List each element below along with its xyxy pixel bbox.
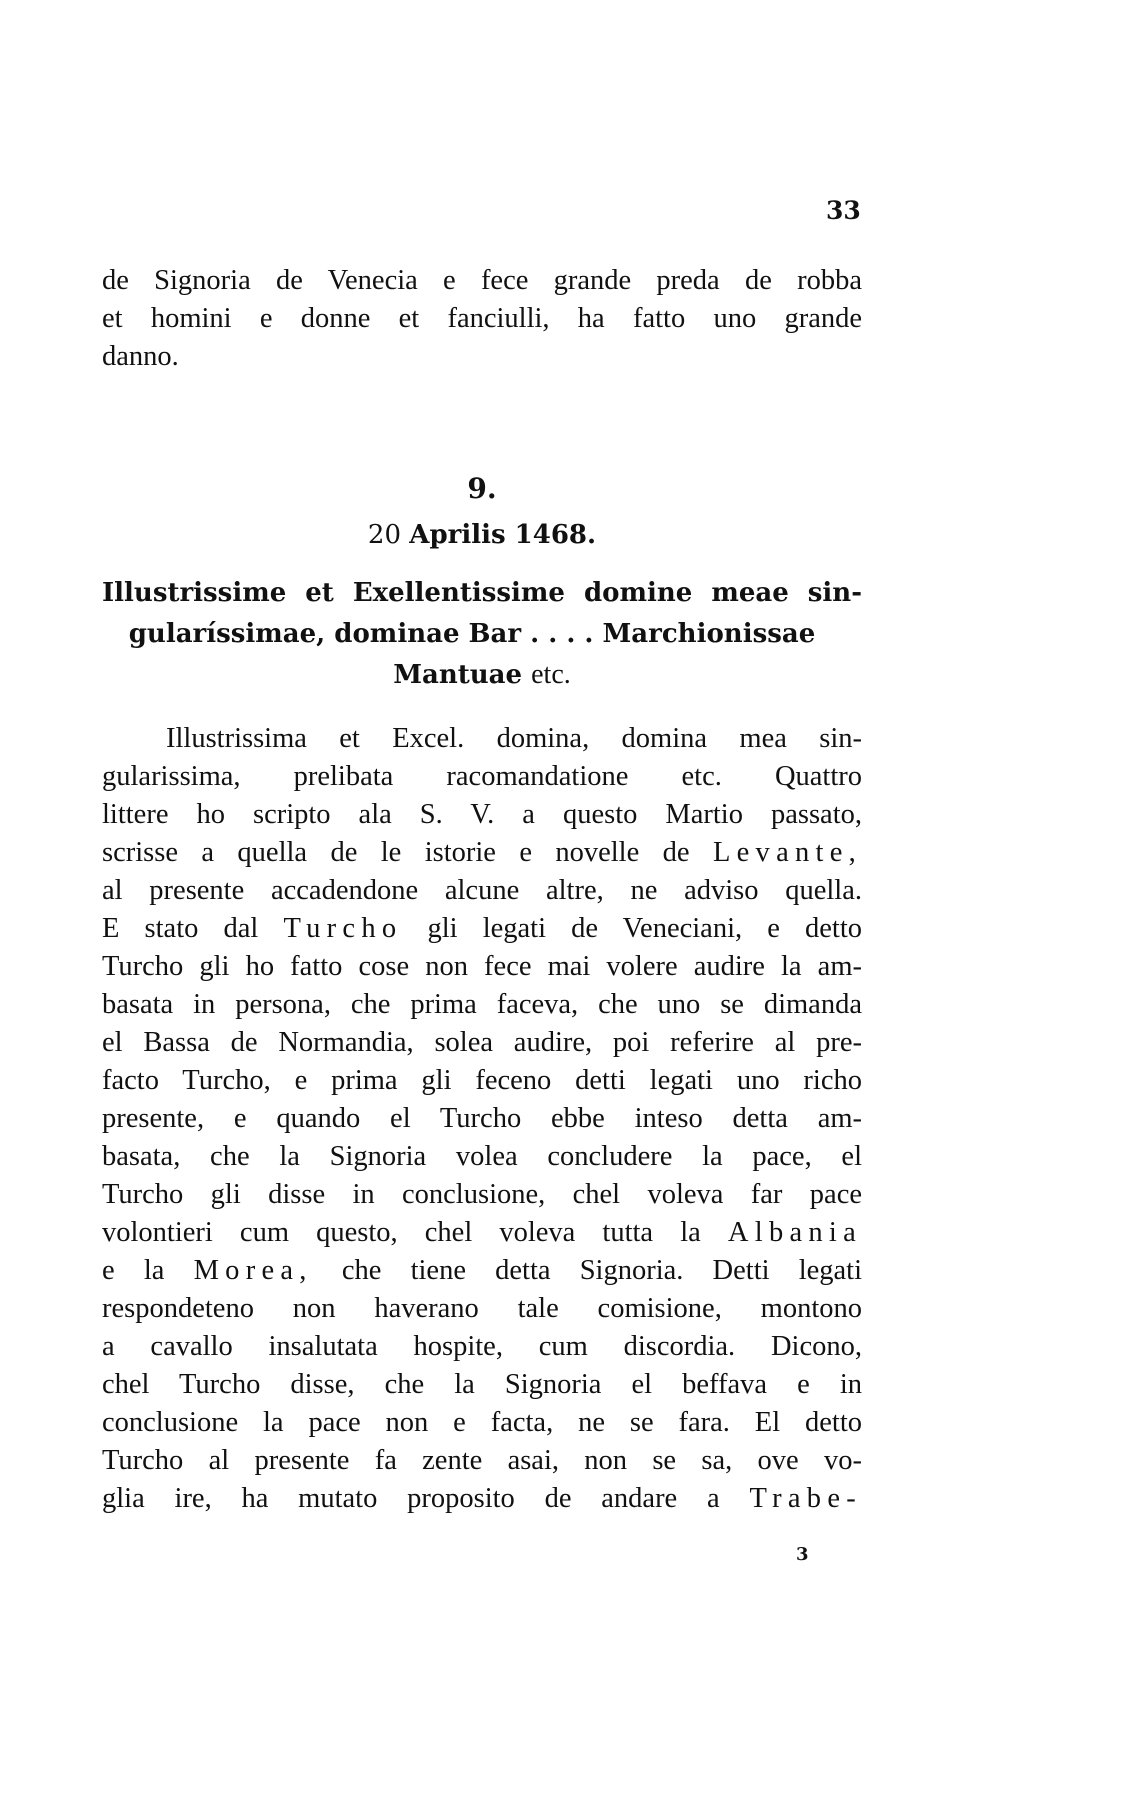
body-line-6 xyxy=(102,910,862,948)
intro-line-1: de Signoria de Venecia e fece grande preda de robba xyxy=(102,265,862,296)
body-line-6-tail: gli legati de Veneciani, e detto xyxy=(427,913,862,944)
body-line-8: basata in persona, che prima faceva, che uno se dimanda xyxy=(102,989,862,1020)
body-word-trabe: Trabe- xyxy=(749,1483,862,1514)
entry-date xyxy=(102,516,862,554)
entry-heading-line-2: gularíssimae, dominae Bar . . . . Marchionissae xyxy=(128,619,816,649)
body-line-14 xyxy=(102,1214,862,1252)
entry-date-text: Aprilis 1468. xyxy=(409,520,597,550)
body-line-1: Illustrissima et Excel. domina, domina mea sin- xyxy=(166,723,862,754)
intro-line-3: danno. xyxy=(102,341,179,372)
body-line-13: Turcho gli disse in conclusione, chel voleva far pace xyxy=(102,1179,862,1210)
body-line-3: littere ho scripto ala S. V. a questo Martio passato, xyxy=(102,799,862,830)
body-line-19: conclusione la pace non e facta, ne se fara. El detto xyxy=(102,1407,862,1438)
signature-mark: 3 xyxy=(796,1544,809,1565)
body-line-16: respondeteno non haverano tale comisione, montono xyxy=(102,1293,862,1324)
body-line-4-text: scrisse a quella de le istorie e novelle de xyxy=(102,837,690,868)
body-line-21 xyxy=(102,1480,862,1518)
body-line-7: Turcho gli ho fatto cose non fece mai volere audire la am- xyxy=(102,951,862,982)
body-line-15 xyxy=(102,1252,862,1290)
body-line-21-text: glia ire, ha mutato proposito de andare a xyxy=(102,1483,720,1514)
body-line-20: Turcho al presente fa zente asai, non se sa, ove vo- xyxy=(102,1445,862,1476)
body-word-turcho: Turcho xyxy=(283,913,403,944)
body-word-albania: Albania xyxy=(727,1217,863,1248)
body-line-18: chel Turcho disse, che la Signoria el beffava e in xyxy=(102,1369,862,1400)
body-line-12: basata, che la Signoria volea concludere la pace, el xyxy=(102,1141,862,1172)
body-word-levante: Levante, xyxy=(712,837,863,868)
entry-heading-line-3 xyxy=(102,655,862,695)
body-line-15-text: e la xyxy=(102,1255,165,1286)
body-line-5: al presente accadendone alcune altre, ne adviso quella. xyxy=(102,875,862,906)
body-line-2: gularissima, prelibata racomandatione etc. Quattro xyxy=(102,761,862,792)
entry-heading-etc: etc. xyxy=(531,659,571,690)
entry-heading-mantuae: Mantuae xyxy=(393,660,523,690)
body-line-6-text: E stato dal xyxy=(102,913,259,944)
entry-number: 9. xyxy=(467,472,497,505)
entry-date-day: 20 xyxy=(367,520,402,550)
body-line-10: facto Turcho, e prima gli feceno detti legati uno richo xyxy=(102,1065,862,1096)
page-number: 33 xyxy=(826,196,861,225)
intro-line-2: et homini e donne et fanciulli, ha fatto uno grande xyxy=(102,303,862,334)
body-word-morea: Morea, xyxy=(193,1255,313,1286)
entry-heading-line-1: Illustrissime et Exellentissime domine meae sin- xyxy=(102,578,862,608)
body-line-9: el Bassa de Normandia, solea audire, poi referire al pre- xyxy=(102,1027,862,1058)
body-line-4 xyxy=(102,834,862,872)
body-line-14-text: volontieri cum questo, chel voleva tutta la xyxy=(102,1217,701,1248)
body-line-11: presente, e quando el Turcho ebbe inteso detta am- xyxy=(102,1103,862,1134)
body-line-15-tail: che tiene detta Signoria. Detti legati xyxy=(341,1255,863,1286)
body-line-17: a cavallo insalutata hospite, cum discordia. Dicono, xyxy=(102,1331,862,1362)
